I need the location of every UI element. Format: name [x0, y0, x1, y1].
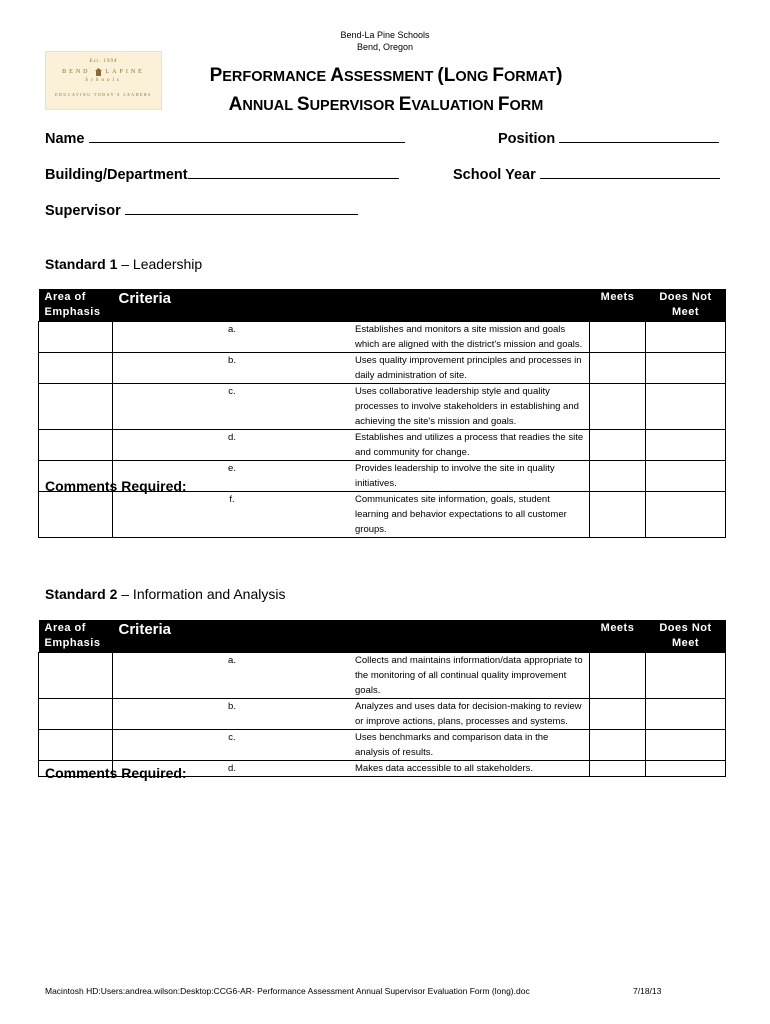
logo-name-left: BEND: [62, 69, 91, 75]
document-header: [0, 29, 770, 53]
school-year-field[interactable]: [453, 166, 720, 183]
criteria-row: [39, 653, 726, 699]
standard-1-comments-label: Comments Required:: [45, 478, 187, 494]
does-not-meet-header: Does Not Meet: [646, 620, 726, 653]
area-of-emphasis-cell[interactable]: [39, 492, 113, 538]
title-segment: (L: [437, 65, 456, 86]
logo-est: Est. 1994: [89, 59, 118, 64]
criteria-text: Uses collaborative leadership style and quality processes to involve stakeholders in establishing and achieving the site's mission and goals.: [351, 384, 590, 430]
school-year-input-line[interactable]: [540, 166, 720, 179]
supervisor-input-line[interactable]: [125, 202, 358, 215]
title-segment: F: [497, 94, 510, 115]
logo-tagline: EDUCATING TODAY'S LEADERS: [55, 92, 152, 97]
does-not-meet-header: Does Not Meet: [646, 289, 726, 322]
position-input-line[interactable]: [559, 130, 719, 143]
criteria-row: [39, 353, 726, 384]
criteria-letter: e.: [113, 461, 352, 492]
criteria-letter: a.: [113, 322, 352, 353]
name-input-line[interactable]: [89, 130, 405, 143]
district-logo: [45, 51, 162, 110]
criteria-text: Establishes and monitors a site mission and goals which are aligned with the district's mission and goals.: [351, 322, 590, 353]
standard-1-table-header: [39, 289, 726, 322]
title-segment: UPERVISOR: [309, 98, 399, 114]
criteria-letter: b.: [113, 699, 352, 730]
name-label: Name: [45, 131, 85, 147]
criteria-row: [39, 430, 726, 461]
criteria-row: [39, 730, 726, 761]
standard-2-comments-label: Comments Required:: [45, 765, 187, 781]
area-of-emphasis-cell[interactable]: [39, 384, 113, 430]
area-of-emphasis-cell[interactable]: [39, 699, 113, 730]
meets-header: Meets: [590, 289, 646, 322]
does-not-meet-checkbox-cell[interactable]: [646, 492, 726, 538]
footer-file-path: Macintosh HD:Users:andrea.wilson:Desktop:CCG6-AR- Performance Assessment Annual Supervisor Evaluation Form (long).doc: [45, 986, 530, 996]
criteria-text: Establishes and utilizes a process that readies the site and community for change.: [351, 430, 590, 461]
criteria-letter: d.: [113, 761, 352, 777]
does-not-meet-checkbox-cell[interactable]: [646, 761, 726, 777]
criteria-text: Collects and maintains information/data appropriate to the monitoring of all continual quality improvement goals.: [351, 653, 590, 699]
criteria-row: [39, 322, 726, 353]
footer-date: 7/18/13: [633, 986, 662, 996]
title-segment: VALUATION: [411, 98, 498, 114]
area-of-emphasis-header: Area of Emphasis: [39, 289, 113, 322]
logo-schools: Schools: [85, 78, 122, 83]
meets-checkbox-cell[interactable]: [590, 461, 646, 492]
area-of-emphasis-cell[interactable]: [39, 353, 113, 384]
title-segment: S: [296, 94, 310, 115]
standard-2-heading: [45, 586, 285, 602]
criteria-text: Makes data accessible to all stakeholders.: [351, 761, 590, 777]
standard-1-label: Standard 1: [45, 256, 118, 272]
title-segment: P: [209, 65, 223, 86]
does-not-meet-checkbox-cell[interactable]: [646, 430, 726, 461]
criteria-letter: c.: [113, 384, 352, 430]
does-not-meet-checkbox-cell[interactable]: [646, 730, 726, 761]
standard-2-table: [38, 620, 726, 777]
meets-checkbox-cell[interactable]: [590, 699, 646, 730]
title-segment: ORMAT: [504, 69, 557, 85]
area-of-emphasis-cell[interactable]: [39, 653, 113, 699]
standard-1-heading: [45, 256, 202, 272]
position-field[interactable]: [498, 130, 719, 147]
criteria-letter: a.: [113, 653, 352, 699]
position-label: Position: [498, 131, 556, 147]
standard-2-table-header: [39, 620, 726, 653]
does-not-meet-checkbox-cell[interactable]: [646, 384, 726, 430]
criteria-text: Uses benchmarks and comparison data in the analysis of results.: [351, 730, 590, 761]
area-of-emphasis-cell[interactable]: [39, 322, 113, 353]
criteria-header: Criteria: [113, 620, 590, 653]
does-not-meet-checkbox-cell[interactable]: [646, 699, 726, 730]
area-of-emphasis-cell[interactable]: [39, 430, 113, 461]
supervisor-label: Supervisor: [45, 203, 121, 219]
meets-checkbox-cell[interactable]: [590, 384, 646, 430]
standard-2-label: Standard 2: [45, 586, 118, 602]
org-location: Bend, Oregon: [356, 42, 414, 52]
title-segment: SSESSMENT: [343, 69, 438, 85]
criteria-letter: f.: [113, 492, 352, 538]
meets-header: Meets: [590, 620, 646, 653]
does-not-meet-checkbox-cell[interactable]: [646, 653, 726, 699]
criteria-text: Communicates site information, goals, student learning and behavior expectations to all customer groups.: [351, 492, 590, 538]
does-not-meet-checkbox-cell[interactable]: [646, 461, 726, 492]
building-department-input-line[interactable]: [188, 166, 399, 179]
school-year-label: School Year: [453, 167, 536, 183]
building-department-label: Building/Department: [45, 167, 188, 183]
area-of-emphasis-header: Area of Emphasis: [39, 620, 113, 653]
does-not-meet-checkbox-cell[interactable]: [646, 353, 726, 384]
title-segment: A: [228, 94, 243, 115]
org-name: Bend-La Pine Schools: [340, 30, 430, 40]
supervisor-field[interactable]: [45, 202, 358, 219]
form-title-line-1: [164, 63, 608, 90]
logo-name-right: LAPINE: [105, 69, 145, 75]
meets-checkbox-cell[interactable]: [590, 430, 646, 461]
meets-checkbox-cell[interactable]: [590, 492, 646, 538]
meets-checkbox-cell[interactable]: [590, 761, 646, 777]
title-segment: ERFORMANCE: [222, 69, 331, 85]
criteria-letter: c.: [113, 730, 352, 761]
criteria-row: [39, 699, 726, 730]
title-segment: E: [398, 94, 412, 115]
standard-2-topic: – Information and Analysis: [117, 586, 286, 602]
name-field[interactable]: [45, 130, 405, 147]
standard-1-topic: – Leadership: [117, 256, 203, 272]
meets-checkbox-cell[interactable]: [590, 322, 646, 353]
criteria-text: Analyzes and uses data for decision-making to review or improve actions, plans, processes and systems.: [351, 699, 590, 730]
area-of-emphasis-cell[interactable]: [39, 730, 113, 761]
title-segment: NNUAL: [242, 98, 297, 114]
schoolhouse-icon: [95, 68, 102, 76]
building-department-field[interactable]: [45, 166, 399, 183]
criteria-letter: b.: [113, 353, 352, 384]
meets-checkbox-cell[interactable]: [590, 730, 646, 761]
title-segment: F: [492, 65, 505, 86]
criteria-header: Criteria: [113, 289, 590, 322]
title-segment: ): [556, 65, 563, 86]
criteria-text: Uses quality improvement principles and processes in daily administration of site.: [351, 353, 590, 384]
form-title-line-2: [164, 92, 608, 119]
criteria-row: [39, 492, 726, 538]
does-not-meet-checkbox-cell[interactable]: [646, 322, 726, 353]
standard-1-table: [38, 289, 726, 538]
meets-checkbox-cell[interactable]: [590, 653, 646, 699]
criteria-row: [39, 384, 726, 430]
criteria-letter: d.: [113, 430, 352, 461]
title-segment: ONG: [455, 69, 493, 85]
logo-name: [46, 68, 161, 76]
meets-checkbox-cell[interactable]: [590, 353, 646, 384]
title-segment: A: [330, 65, 344, 86]
criteria-text: Provides leadership to involve the site in quality initiatives.: [351, 461, 590, 492]
title-segment: ORM: [509, 98, 544, 114]
